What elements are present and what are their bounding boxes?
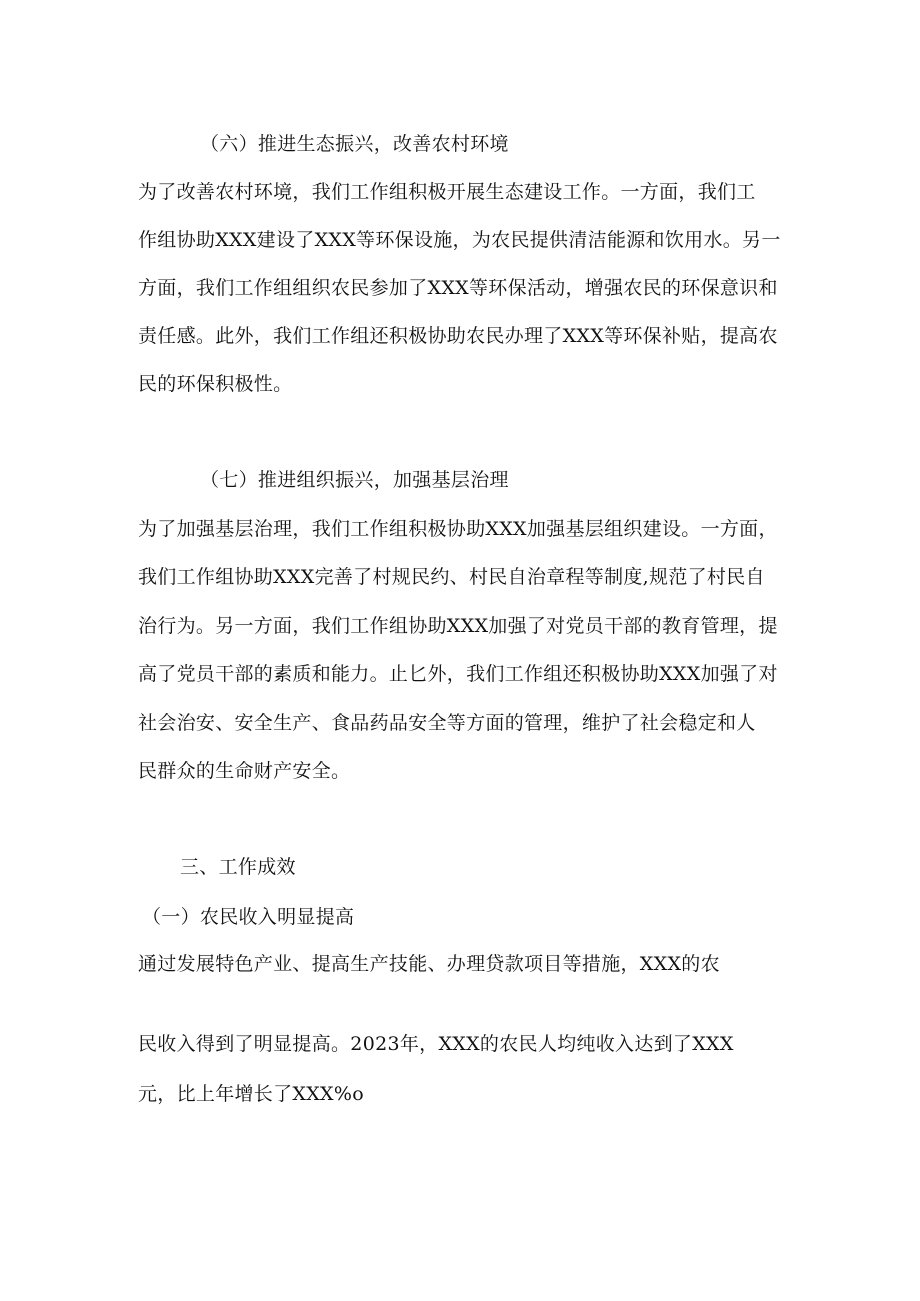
section-6-heading: （六）推进生态振兴，改善农村环境 [200, 133, 509, 155]
section-7-line-1: 为了加强基层治理，我们工作组积极协助XXX加强基层组织建设。一方面， [138, 518, 778, 540]
section-7-heading: （七）推进组织振兴，加强基层治理 [200, 469, 509, 491]
section-7-line-5: 社会治安、安全生产、食品药品安全等方面的管理，维护了社会稳定和人 [138, 712, 756, 734]
part-3-sub-1-line-3: 元，比上年增长了XXX%o [138, 1083, 364, 1105]
section-6-line-1: 为了改善农村环境，我们工作组积极开展生态建设工作。一方面，我们工 [138, 181, 756, 203]
section-7-line-6: 民群众的生命财产安全。 [138, 760, 351, 782]
section-7-line-3: 治行为。另一方面，我们工作组协助XXX加强了对党员干部的教育管理，提 [138, 615, 778, 637]
part-3-sub-1-line-1: 通过发展特色产业、提高生产技能、办理贷款项目等措施，XXX的农 [138, 953, 720, 975]
part-3-heading: 三、工作成效 [180, 856, 296, 878]
section-6-line-4: 责任感。此外，我们工作组还积极协助农民办理了XXX等环保补贴，提高农 [138, 325, 778, 347]
part-3-sub-1-heading: （一）农民收入明显提高 [142, 906, 355, 928]
section-6-line-3: 方面，我们工作组组织农民参加了XXX等环保活动，增强农民的环保意识和 [138, 277, 778, 299]
section-6-line-5: 民的环保积极性。 [138, 373, 293, 395]
section-7-line-2: 我们工作组协助XXX完善了村规民约、村民自治章程等制度,规范了村民自 [138, 566, 765, 588]
part-3-sub-1-line-2: 民收入得到了明显提高。2023年，XXX的农民人均纯收入达到了XXX [138, 1033, 734, 1055]
section-7-line-4: 高了党员干部的素质和能力。止匕外，我们工作组还积极协助XXX加强了对 [138, 663, 778, 685]
section-6-line-2: 作组协助XXX建设了XXX等环保设施，为农民提供清洁能源和饮用水。另一 [138, 229, 781, 251]
